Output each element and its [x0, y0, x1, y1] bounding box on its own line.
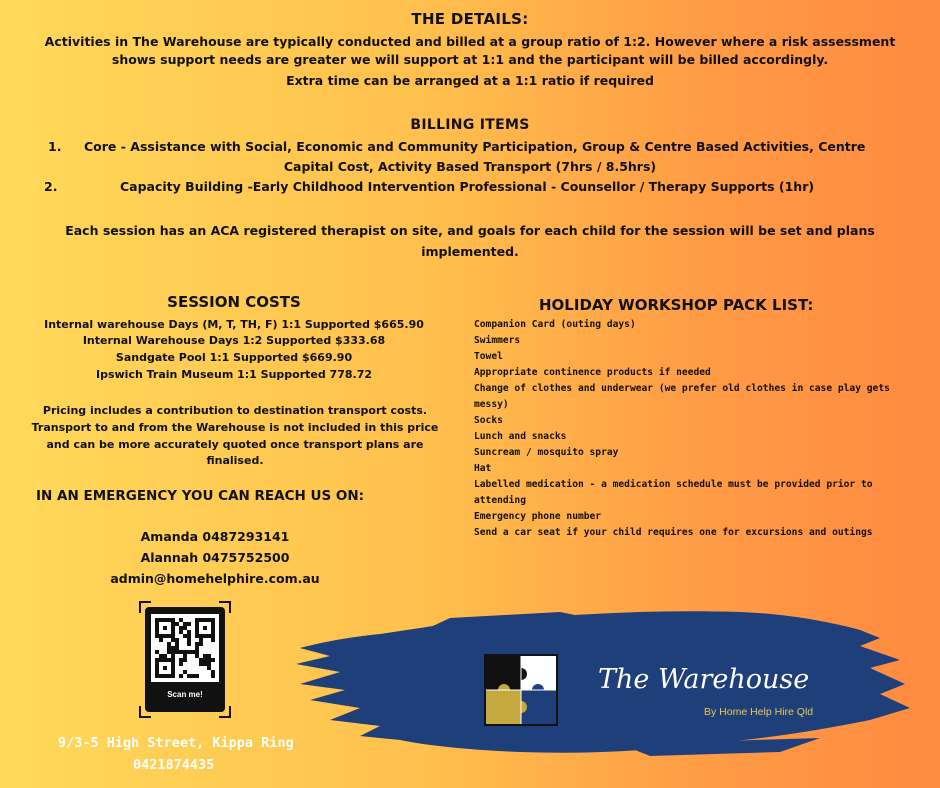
qr-code-card[interactable]: [145, 607, 225, 712]
packlist-items: [474, 317, 914, 541]
packlist-item: Labelled medication - a medication schedule must be provided prior to: [474, 479, 873, 490]
session-costs-title: SESSION COSTS: [167, 293, 301, 311]
packlist-item: Hat: [474, 463, 492, 474]
billing-item-1-text: Core - Assistance with Social, Economic and Community Participation, Group & Centre Based Activities, Centre: [84, 139, 866, 154]
pricing-note-line-3: and can be more accurately quoted once transport plans are: [46, 438, 424, 451]
emergency-title: IN AN EMERGENCY YOU CAN REACH US ON:: [36, 488, 365, 504]
session-cost-line-1: Internal warehouse Days (M, T, TH, F) 1:1 Supported $665.90: [44, 318, 424, 331]
packlist-item: Appropriate continence products if needed: [474, 367, 711, 378]
qr-scan-label: Scan me!: [167, 690, 203, 699]
billing-item-1-number: 1.: [48, 139, 62, 154]
pricing-note-line-1: Pricing includes a contribution to destination transport costs.: [42, 404, 428, 417]
packlist-item: Send a car seat if your child requires one for excursions and outings: [474, 527, 873, 538]
contact-email[interactable]: admin@homehelphire.com.au: [110, 571, 320, 586]
qr-code-icon: [151, 614, 219, 682]
packlist-title: HOLIDAY WORKSHOP PACK LIST:: [539, 296, 814, 314]
packlist-item: Change of clothes and underwear (we prefer old clothes in case play gets: [474, 383, 890, 394]
address-phone: 0421874435: [133, 757, 215, 773]
billing-item-2-number: 2.: [44, 179, 58, 194]
billing-item-2-text: Capacity Building -Early Childhood Intervention Professional - Counsellor / Therapy Supports (1hr): [120, 179, 815, 194]
puzzle-logo-icon: [484, 654, 558, 726]
packlist-item: Swimmers: [474, 335, 521, 346]
details-line-2: shows support needs are greater we will support at 1:1 and the participant will be billed accordingly.: [111, 52, 829, 67]
packlist-item: Towel: [474, 351, 503, 362]
packlist-item: attending: [474, 495, 526, 506]
details-title: THE DETAILS:: [411, 10, 529, 28]
details-line-3: Extra time can be arranged at a 1:1 ratio if required: [286, 73, 654, 88]
packlist-item: messy): [474, 399, 509, 410]
packlist-item: Lunch and snacks: [474, 431, 567, 442]
billing-item-1-text-cont: Capital Cost, Activity Based Transport (7hrs / 8.5hrs): [283, 159, 657, 174]
qr-corner-bracket-icon: [219, 706, 231, 718]
contact-amanda: Amanda 0487293141: [140, 529, 290, 544]
packlist-item: Suncream / mosquito spray: [474, 447, 619, 458]
qr-corner-bracket-icon: [219, 601, 231, 613]
session-cost-line-3: Sandgate Pool 1:1 Supported $669.90: [115, 351, 353, 364]
pricing-note-line-4: finalised.: [206, 454, 264, 467]
contact-alannah: Alannah 0475752500: [140, 550, 290, 565]
brand-tagline: By Home Help Hire Qld: [704, 706, 814, 718]
pricing-note-line-2: Transport to and from the Warehouse is not included in this price: [31, 421, 439, 434]
packlist-item: Companion Card (outing days): [474, 319, 636, 330]
billing-note-line-2: implemented.: [421, 244, 519, 259]
packlist-item: Socks: [474, 415, 503, 426]
session-cost-line-4: Ipswich Train Museum 1:1 Supported 778.72: [96, 368, 372, 381]
billing-note-line-1: Each session has an ACA registered therapist on site, and goals for each child for the session will be set and plans: [65, 223, 875, 238]
packlist-item: Emergency phone number: [474, 511, 602, 522]
brand-name: The Warehouse: [598, 664, 810, 695]
address-line: 9/3-5 High Street, Kippa Ring: [58, 735, 294, 751]
details-line-1: Activities in The Warehouse are typically conducted and billed at a group ratio of 1:2. However where a risk assessment: [44, 34, 896, 49]
billing-title: BILLING ITEMS: [410, 117, 530, 133]
qr-corner-bracket-icon: [139, 601, 151, 613]
qr-corner-bracket-icon: [139, 706, 151, 718]
session-cost-line-2: Internal Warehouse Days 1:2 Supported $333.68: [82, 334, 386, 347]
